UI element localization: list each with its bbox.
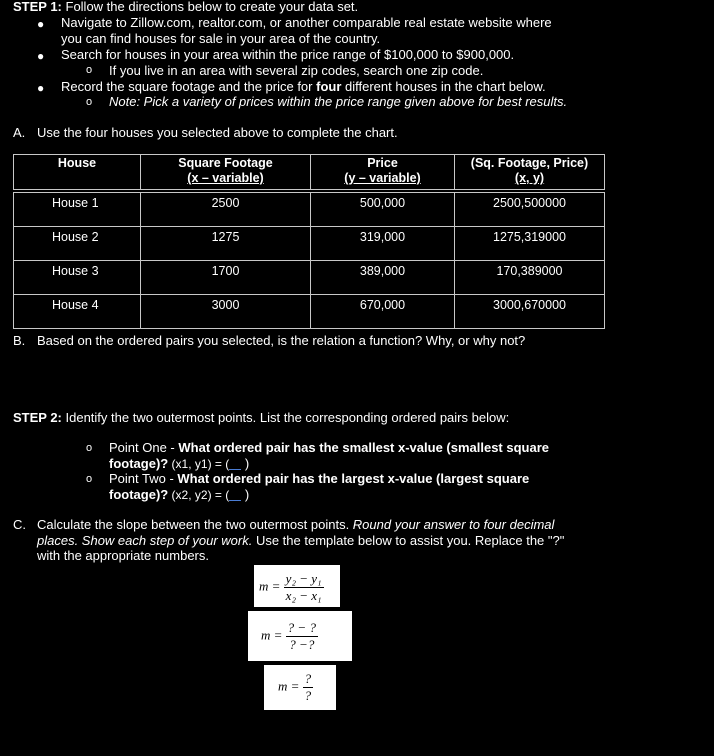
bullet3-pre: Record the square footage and the price for (61, 79, 317, 94)
header-price: Price (y – variable) (311, 155, 455, 192)
table-cell: 3000 (141, 295, 311, 329)
point-one-answer-blank[interactable] (229, 458, 241, 470)
bullet2-text: Search for houses in your area within the price range of $100,000 to $900,000. (61, 47, 515, 62)
table-row (14, 295, 605, 329)
slope-m-label: m = (261, 627, 283, 643)
step1-label: STEP 1: (13, 0, 62, 14)
point-one-line2: footage)? (x1, y1) = ( ) (109, 456, 250, 471)
sub2-text: If you live in an area with several zip codes, search one zip code. (109, 63, 484, 78)
table-cell: House 1 (14, 191, 141, 227)
table-row (14, 227, 605, 261)
point-two-answer-blank[interactable] (229, 489, 241, 501)
bullet-dot: ● (37, 49, 45, 63)
bullet3-bold: four (316, 79, 342, 94)
step1-text: Follow the directions below to create your data set. (61, 0, 359, 14)
header-square-footage: Square Footage (x – variable) (141, 155, 311, 192)
bullet3-text (61, 79, 546, 94)
step2-label: STEP 2: (13, 410, 62, 425)
table-cell: 1700 (141, 261, 311, 295)
header-house: House (14, 155, 141, 192)
partC-label: C. (13, 517, 26, 532)
table-cell: 2500,500000 (455, 191, 605, 227)
slope-result-box[interactable] (264, 665, 336, 710)
result-fraction: $\frac{?}{?}$ (304, 671, 312, 703)
data-table (13, 154, 605, 329)
partA-text: Use the four houses you selected above to complete the chart. (37, 125, 398, 140)
partA-label: A. (13, 125, 26, 140)
table-cell: 3000,670000 (455, 295, 605, 329)
bullet-dot: ● (37, 17, 45, 31)
step2-heading (13, 410, 509, 425)
table-cell: House 2 (14, 227, 141, 261)
circle-bullet: o (86, 64, 93, 76)
partB-label: B. (13, 333, 26, 348)
table-cell: 1275,319000 (455, 227, 605, 261)
bullet-dot: ● (37, 81, 45, 95)
bullet3-post: different houses in the chart below. (341, 79, 546, 94)
partC-line2: places. Show each step of your work. Use the template below to assist you. Replace the "?" (37, 533, 565, 548)
table-cell: 170,389000 (455, 261, 605, 295)
table-row (14, 261, 605, 295)
partC-line3: with the appropriate numbers. (37, 548, 209, 563)
partB-text: Based on the ordered pairs you selected, is the relation a function? Why, or why not? (37, 333, 526, 348)
circle-bullet: o (86, 96, 93, 108)
table-cell: 500,000 (311, 191, 455, 227)
point-two-line2: footage)? (x2, y2) = ( ) (109, 487, 250, 502)
table-cell: 319,000 (311, 227, 455, 261)
circle-bullet: o (86, 442, 93, 454)
slope-formula-box (254, 565, 340, 607)
table-cell: House 3 (14, 261, 141, 295)
step1-heading (13, 0, 358, 14)
slope-m-label: m = (278, 678, 300, 694)
substitution-fraction: $\frac{? - ?}{? -?}$ (287, 620, 316, 652)
point-two-line1: Point Two - What ordered pair has the largest x-value (largest square (109, 471, 530, 486)
table-cell: 2500 (141, 191, 311, 227)
table-header-row (14, 155, 605, 192)
slope-m-label: m = (259, 578, 281, 594)
slope-substitution-box[interactable] (248, 611, 352, 661)
table-cell: 1275 (141, 227, 311, 261)
step2-text: Identify the two outermost points. List the corresponding ordered pairs below: (61, 410, 510, 425)
slope-fraction: $\frac{\text{y₂ − y₁}}{\text{x₂ − x₁}}$ (285, 571, 322, 603)
partC-line1: Calculate the slope between the two outermost points. Round your answer to four decimal (37, 517, 555, 532)
table-row (14, 191, 605, 227)
header-ordered-pair: (Sq. Footage, Price) (x, y) (455, 155, 605, 192)
table-cell: 389,000 (311, 261, 455, 295)
bullet1-line1: Navigate to Zillow.com, realtor.com, or another comparable real estate website where (61, 15, 552, 30)
circle-bullet: o (86, 473, 93, 485)
table-cell: 670,000 (311, 295, 455, 329)
point-one-line1: Point One - What ordered pair has the smallest x-value (smallest square (109, 440, 550, 455)
table-cell: House 4 (14, 295, 141, 329)
bullet1-line2: you can find houses for sale in your area of the country. (61, 31, 381, 46)
sub3-text: Note: Pick a variety of prices within the price range given above for best results. (109, 94, 568, 109)
